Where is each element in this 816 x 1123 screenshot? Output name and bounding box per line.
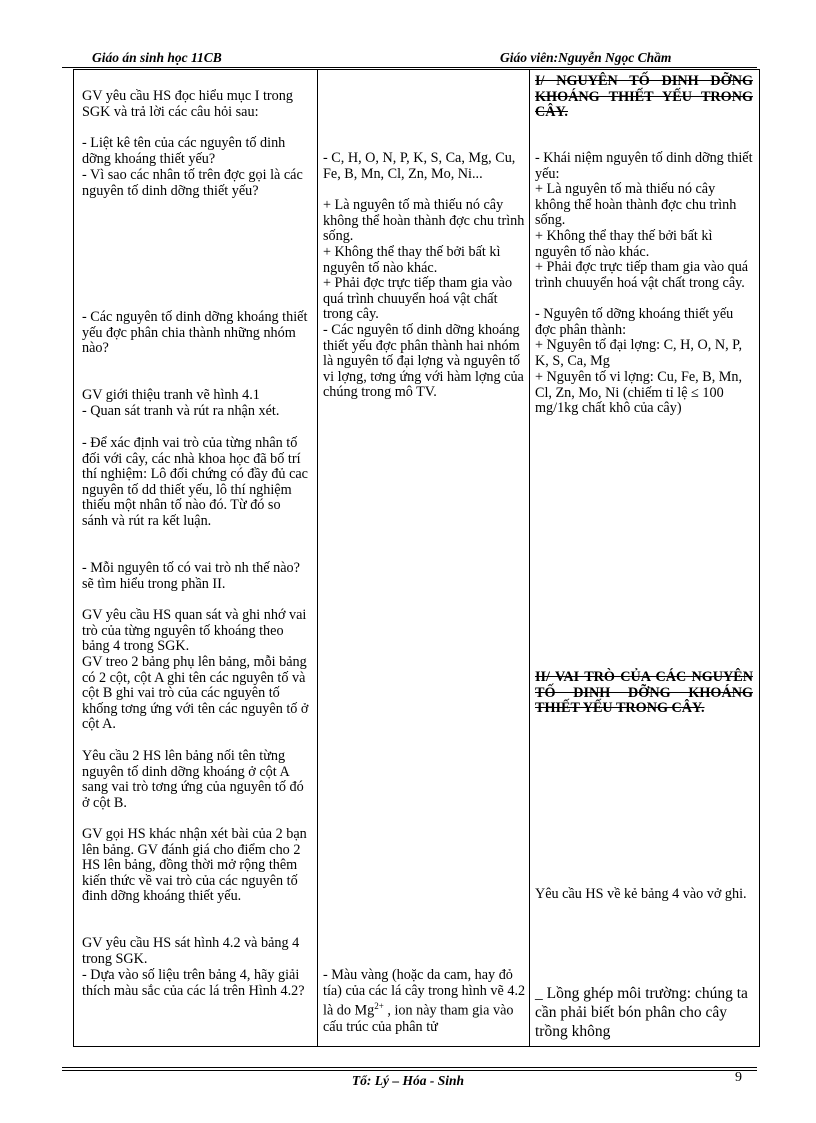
column-divider xyxy=(317,70,318,1046)
section-heading-2: II/ VAI TRÒ CỦA CÁC NGUYÊN TỐ DINH DỠNG KHOÁNG THIẾT YẾU TRONG CÂY. xyxy=(535,669,753,717)
content-classification: - Nguyên tố dỡng khoáng thiết yếu đợc phân thành: xyxy=(535,306,734,338)
section-heading-1: I/ NGUYÊN TỐ DINH DỠNG KHOÁNG THIẾT YẾU TRONG CÂY. xyxy=(535,73,753,121)
teacher-question-groups: - Các nguyên tố dinh dỡng khoáng thiết yếu đợc phân chia thành những nhóm nào? xyxy=(82,309,308,357)
teacher-intro: GV yêu cầu HS đọc hiểu mục I trong SGK và trả lời các câu hỏi sau: xyxy=(82,88,293,120)
teacher-figure42: GV yêu cầu HS sát hình 4.2 và bảng 4 trong SGK. xyxy=(82,935,300,967)
teacher-experiment: - Để xác định vai trò của từng nhân tố đối với cây, các nhà khoa học đã bố trí thí nghiệm: Lô đối chứng có đầy đủ cac nguyên tố dd thiết yếu, lô thí nghiệm thiếu một nhân tố nào đó. Từ đó so sánh và rút ra kết luận. xyxy=(82,435,308,529)
content-definition: - Khái niệm nguyên tố dinh dỡng thiết yếu: xyxy=(535,150,753,182)
magnesium-symbol: Mg xyxy=(354,1002,375,1019)
magnesium-charge: 2+ xyxy=(374,1001,384,1012)
teacher-leaf-question: - Dựa vào số liệu trên bảng 4, hãy giải thích màu sắc của các lá trên Hình 4.2? xyxy=(82,967,305,999)
header-rule xyxy=(62,67,757,68)
teacher-question-why: - Vì sao các nhân tố trên đợc gọi là các nguyên tố dinh dỡng thiết yếu? xyxy=(82,167,303,199)
student-reason-2: + Không thể thay thế bởi bất kì nguyên tố nào khác. xyxy=(323,244,501,276)
header-left: Giáo án sinh học 11CB xyxy=(92,50,222,65)
student-leaf-answer xyxy=(323,968,528,1035)
content-criterion-2: + Không thể thay thế bởi bất kì nguyên tố nào khác. xyxy=(535,228,713,260)
footer-rule xyxy=(62,1070,757,1071)
footer-department: Tổ: Lý – Hóa - Sinh xyxy=(351,1073,465,1088)
lesson-table xyxy=(73,69,760,1047)
content-macro: + Nguyên tố đại lợng: C, H, O, N, P, K, S, Ca, Mg xyxy=(535,337,743,369)
teacher-evaluate: GV gọi HS khác nhận xét bài của 2 bạn lên bảng. GV đánh giá cho điểm cho 2 HS lên bảng, đồng thời mở rộng thêm kiến thức về vai trò của các nguyên tố đinh dỡng khoáng thiết yếu. xyxy=(82,826,307,905)
student-groups: - Các nguyên tố dinh dỡng khoáng thiết yếu đợc phân thành hai nhóm là nguyên tố đại lợng và nguyên tố vi lợng, tơng ứng với hàm lợng của chúng trong mô TV. xyxy=(323,322,524,401)
column-divider xyxy=(529,70,530,1046)
student-reason-1: + Là nguyên tố mà thiếu nó cây không thể hoàn thành đợc chu trình sống. xyxy=(323,197,525,245)
content-micro: + Nguyên tố vi lợng: Cu, Fe, B, Mn, Cl, Zn, Mo, Ni (chiếm tỉ lệ ≤ 100 mg/1kg chất khô của cây) xyxy=(535,369,743,417)
teacher-observe: - Quan sát tranh và rút ra nhận xét. xyxy=(82,403,280,419)
header-right: Giáo viên:Nguyễn Ngọc Chầm xyxy=(500,50,672,65)
teacher-pairing: Yêu cầu 2 HS lên bảng nối tên từng nguyên tố dinh dỡng khoáng ở cột A sang vai trò tơng ứng của nguyên tố đó ở cột B. xyxy=(82,748,304,811)
content-homework: Yêu cầu HS về kẻ bảng 4 vào vở ghi. xyxy=(535,886,747,902)
teacher-question-list: - Liệt kê tên của các nguyên tố dinh dỡng khoáng thiết yếu? xyxy=(82,135,286,167)
student-reason-3: + Phải đợc trực tiếp tham gia vào quá trình chuuyển hoá vật chất trong cây. xyxy=(323,275,513,323)
student-leaf-answer-cont: , ion này tham gia vào cấu trúc của phân tử xyxy=(323,1002,514,1035)
content-criterion-1: + Là nguyên tố mà thiếu nó cây không thể hoàn thành đợc chu trình sống. xyxy=(535,181,737,229)
teacher-figure-intro: GV giới thiệu tranh vẽ hình 4.1 xyxy=(82,387,260,403)
content-environment: _ Lồng ghép môi trường: chúng ta cần phải biết bón phân cho cây trồng không xyxy=(535,985,748,1040)
footer-rule xyxy=(62,1067,757,1068)
student-element-list: - C, H, O, N, P, K, S, Ca, Mg, Cu, Fe, B, Mn, Cl, Zn, Mo, Ni... xyxy=(323,150,516,182)
content-criterion-3: + Phải đợc trực tiếp tham gia vào quá trình chuuyển hoá vật chất trong cây. xyxy=(535,259,749,291)
teacher-role-question: - Mỗi nguyên tố có vai trò nh thế nào? sẽ tìm hiểu trong phần II. xyxy=(82,560,300,592)
teacher-boards: GV treo 2 bảng phụ lên bảng, mỗi bảng có 2 cột, cột A ghi tên các nguyên tố và cột B ghi vai trò của các nguyên tố khống tơng ứng với tên các nguyên tố ở cột A. xyxy=(82,654,309,733)
student-leaf-answer-text: - Màu vàng (hoặc da cam, hay đỏ tía) của các lá cây trong hình vẽ 4.2 là do xyxy=(323,967,526,1019)
page-number: 9 xyxy=(735,1070,742,1085)
teacher-table4: GV yêu cầu HS quan sát và ghi nhớ vai trò của từng nguyên tố khoáng theo bảng 4 trong SGK. xyxy=(82,607,307,655)
